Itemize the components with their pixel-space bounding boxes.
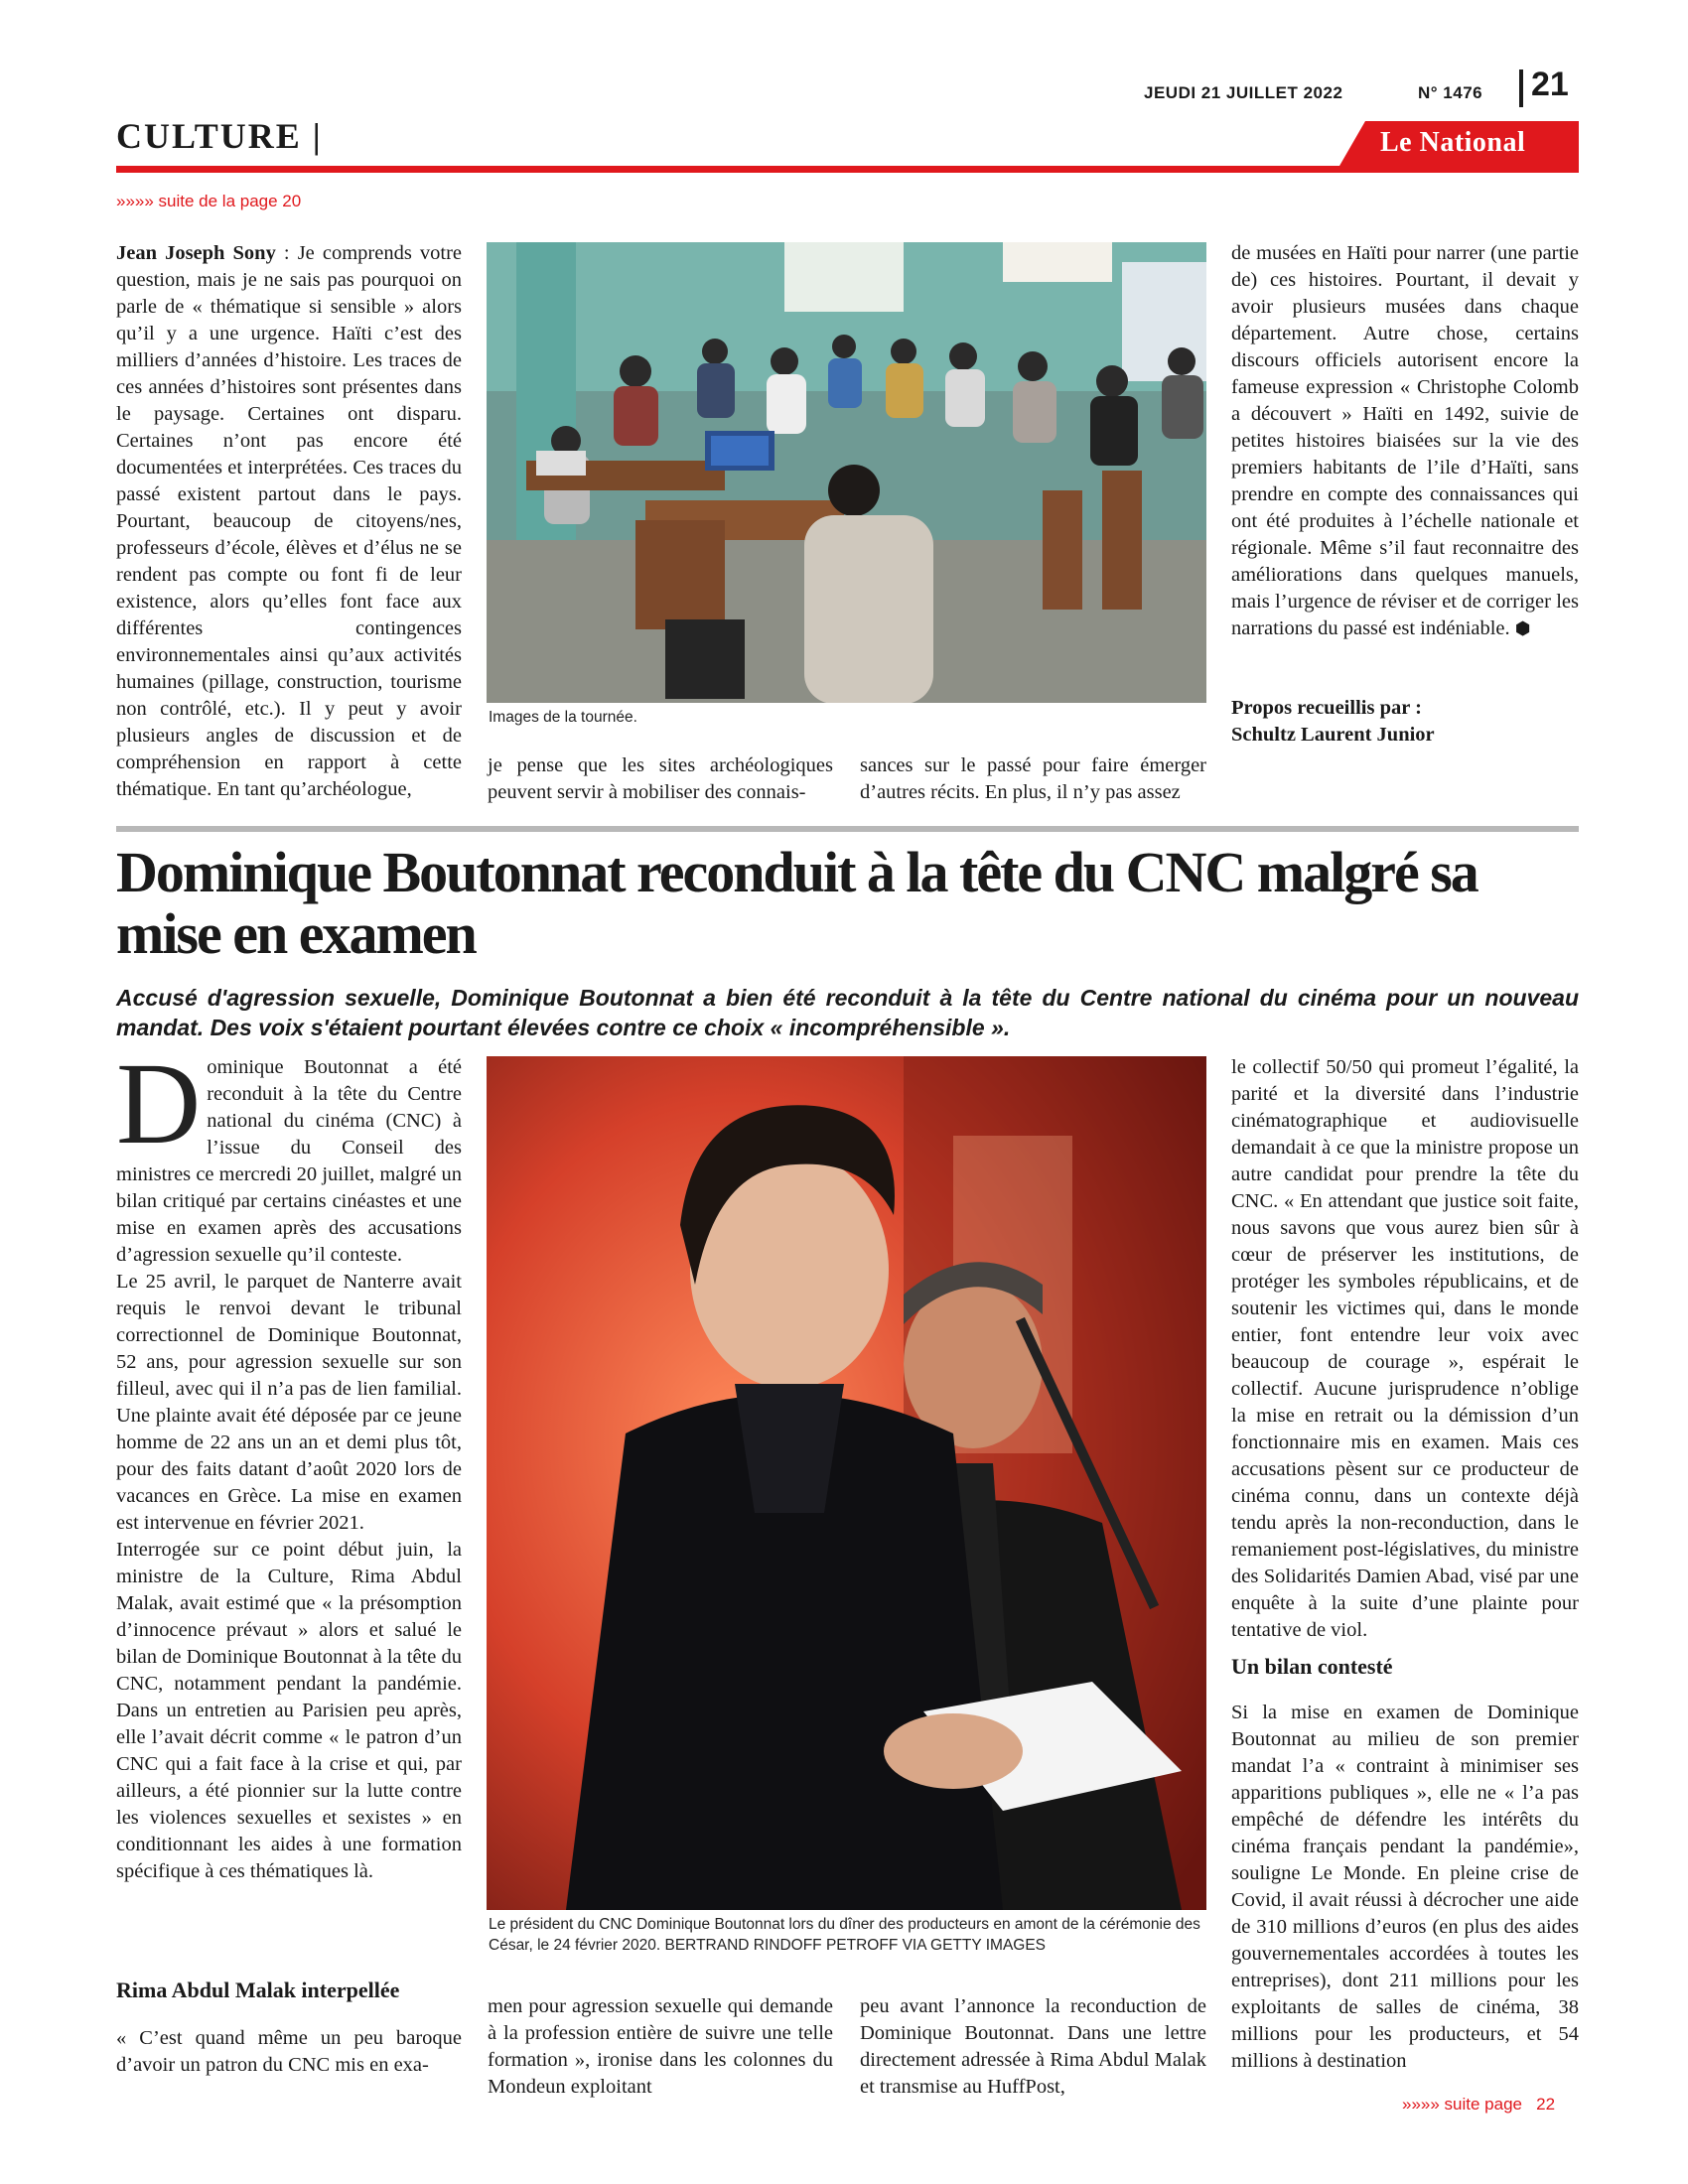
interview-column-3: sances sur le passé pour faire émerger d’autres récits. En plus, il n’y pas assez (860, 754, 1206, 803)
interview-column-4 (1231, 240, 1579, 642)
end-mark-icon: ⬢ (1514, 618, 1531, 638)
classroom-photo-caption: Images de la tournée. (489, 709, 637, 726)
article-headline: Dominique Boutonnat reconduit à la tête du CNC malgré sa mise en examen (116, 840, 1477, 966)
header-rule (116, 166, 1579, 173)
issue-date: JEUDI 21 JUILLET 2022 (1144, 83, 1343, 102)
boutonnat-photo (487, 1056, 1206, 1910)
subhead-bilan: Un bilan contesté (1231, 1654, 1393, 1679)
interview-credit (1231, 695, 1579, 749)
classroom-photo (487, 242, 1206, 703)
brand-logo: Le National (1380, 127, 1526, 158)
article-column-1 (116, 1038, 462, 1885)
credit-author: Schultz Laurent Junior (1231, 724, 1435, 746)
section-title: CULTURE | (116, 116, 323, 156)
interview-column-1 (116, 240, 462, 804)
page-number-divider (1519, 69, 1523, 107)
article-column-4: le collectif 50/50 qui promeut l’égalité, la parité et la diversité dans l’industrie cinématographique et audiovisuelle demandait à ce que la ministre propose un autre candidat pour prendre la tête du CNC. « En attendant que justice soit faite, nous savons que vous aurez bien sûr à cœur de préserver les institutions, de protéger les symboles républicains, et de soutenir les victimes qui, dans le monde entier, font entendre leur voix avec beaucoup de courage », espérait le collectif. Aucune jurisprudence n’oblige la mise en retrait ou la démission d’un fonctionnaire mis en examen. Mais ces accusations pèsent sur ce producteur de cinéma connu, dans un contexte déjà tendu après la non-reconduction, dans le remaniement post-législatives, du ministre des Solidarités Damien Abad, visé par une enquête à la suite d’une plainte pour tentative de viol. (1231, 1056, 1579, 1641)
continued-from-link[interactable]: »»»» suite de la page 20 (116, 192, 302, 210)
continued-to-link[interactable] (1402, 2095, 1555, 2115)
interview-answer-text: : Je comprends votre question, mais je ne sais pas pourquoi on parle de « thématique si sensible » alors qu’il y a une urgence. Haïti c’est des milliers d’années d’histoire. Les traces de ces années d’histoires sont présentes dans le paysage. Certaines ont disparu. Certaines n’ont pas encore été documentées et interprétées. Ces traces du passé existent partout dans le pays. Pourtant, beaucoup de citoyens/nes, professeurs d’école, élèves et d’élus ne se rendent pas compte ou font fi de leur existence, alors qu’elles font face aux différentes contingences environnementales ainsi qu’aux activités humaines (pillage, construction, tourisme non contrôlé, etc.). Il y peut y avoir plusieurs angles de discussion et de compréhension en rapport à cette thématique. En tant qu’archéologue, (116, 242, 462, 800)
article-separator (116, 826, 1579, 832)
article-paragraph-2: Le 25 avril, le parquet de Nanterre avait requis le renvoi devant le tribunal correctionnel de Dominique Boutonnat, 52 ans, pour agression sexuelle sur son filleul, avec qui il n’a pas de lien familial. Une plainte avait été déposée par ce jeune homme de 22 ans un an et demi plus tôt, pour des faits datant d’août 2020 lors de vacances en Grèce. La mise en examen est intervenue en février 2021. (116, 1271, 462, 1534)
article-column-3: peu avant l’annonce la reconduction de Dominique Boutonnat. Dans une lettre directement adressée à Rima Abdul Malak et transmise au HuffPost, (860, 1995, 1206, 2098)
credit-label: Propos recueillis par : (1231, 697, 1422, 719)
interview-speaker: Jean Joseph Sony (116, 242, 276, 264)
page-number: 21 (1531, 66, 1569, 103)
subhead-rima: Rima Abdul Malak interpellée (116, 1978, 400, 2002)
continued-to-label: »»»» suite page (1402, 2095, 1522, 2114)
article-column-2: men pour agression sexuelle qui demande à la profession entière de suivre une telle formation », ironise dans les colonnes du Mondeun exploitant (488, 1995, 833, 2098)
continued-to-page: 22 (1536, 2095, 1556, 2114)
drop-cap: D (116, 1038, 202, 1168)
article-standfirst: Accusé d'agression sexuelle, Dominique Boutonnat a bien été reconduit à la tête du Centre national du cinéma pour un nouveau mandat. Des voix s'étaient pourtant élevées contre ce choix « incompréhensible ». (116, 985, 1579, 1040)
article-column-4-continued: Si la mise en examen de Dominique Boutonnat au milieu de son premier mandat l’a « contraint à minimiser ses apparitions publiques », elle ne « l’a pas empêché de défendre les intérêts du cinéma français pendant la pandémie», souligne Le Monde. En pleine crise de Covid, il avait réussi à décrocher une aide de 310 millions d’euros (en plus des aides gouvernementales accordées à toutes les entreprises), dont 211 millions pour les exploitants de salles de cinéma, 38 millions pour les producteurs, et 54 millions à destination (1231, 1702, 1579, 2072)
article-paragraph-1: ominique Boutonnat a été reconduit à la tête du Centre national du cinéma (CNC) à l’issue du Conseil des ministres ce mercredi 20 juillet, malgré un bilan critiqué par certains cinéastes et une mise en examen après des accusations d’agression sexuelle qu’il conteste. (116, 1056, 462, 1266)
interview-column-2: je pense que les sites archéologiques peuvent servir à mobiliser des connais- (488, 754, 833, 803)
article-paragraph-4: « C’est quand même un peu baroque d’avoir un patron du CNC mis en exa- (116, 2027, 462, 2076)
interview-closing-text: de musées en Haïti pour narrer (une partie de) ces histoires. Pourtant, il devait y avoir plusieurs musées dans chaque département. Autre chose, certains discours officiels autorisent encore la fameuse expression « Christophe Colomb a découvert » Haïti en 1492, suivie de petites histoires biaisées sur la vie des premiers habitants de l’ile d’Haïti, sans prendre en compte des connaissances qui ont été produites à l’échelle nationale et régionale. Même s’il faut reconnaitre des améliorations dans quelques manuels, mais l’urgence de réviser et de corriger les narrations du passé est indéniable. (1231, 242, 1579, 639)
article-paragraph-3: Interrogée sur ce point début juin, la ministre de la Culture, Rima Abdul Malak, avait estimé que « la présomption d’innocence prévaut » alors et salué le bilan de Dominique Boutonnat à la tête du CNC, notamment pendant la pandémie. Dans un entretien au Parisien peu après, elle l’avait décrit comme « le patron d’un CNC qui a fait face à la crise et qui, par ailleurs, a été pionnier sur la lutte contre les violences sexuelles et sexistes » en conditionnant les aides à une formation spécifique à ces thématiques là. (116, 1539, 462, 1882)
boutonnat-photo-caption: Le président du CNC Dominique Boutonnat lors du dîner des producteurs en amont de la cérémonie des César, le 24 février 2020. BERTRAND RINDOFF PETROFF VIA GETTY IMAGES (489, 1916, 1200, 1954)
issue-number: N° 1476 (1418, 83, 1483, 102)
